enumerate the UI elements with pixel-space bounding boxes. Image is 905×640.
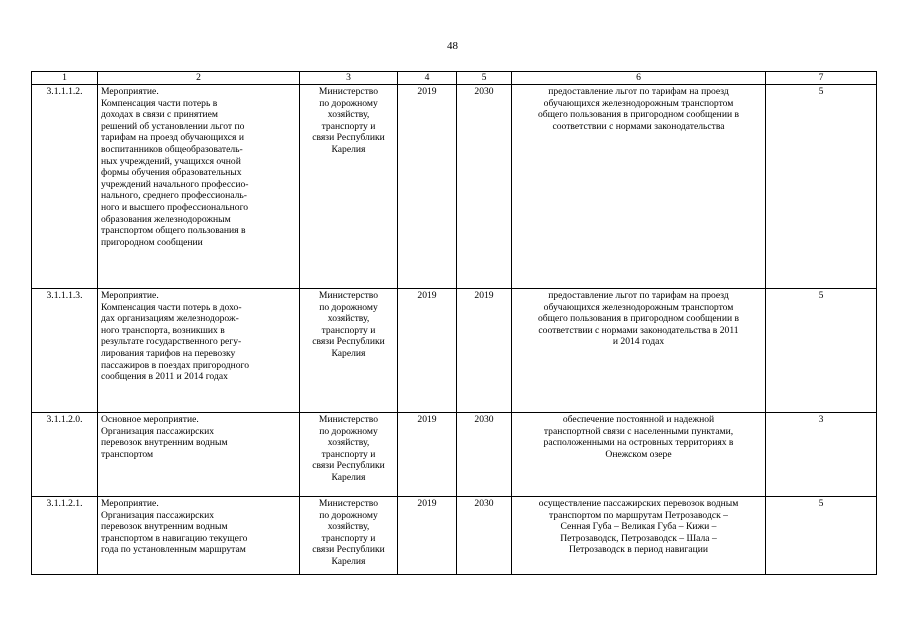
executor (300, 497, 398, 575)
executor-line: Карелия (331, 347, 366, 359)
expected-result-line: общего пользования в пригородном сообщении в (537, 109, 740, 121)
executor-line: связи Республики (312, 460, 385, 472)
event-description-line: перевозок внутренним водным (101, 521, 228, 533)
end-year: 2030 (457, 497, 512, 575)
end-year: 2019 (457, 289, 512, 413)
expected-result-line: Онежском озере (605, 448, 672, 460)
expected-result-line: Сенная Губа – Великая Губа – Кижи – (560, 521, 717, 533)
executor-line: хозяйству, (327, 109, 370, 121)
event-description-line: транспортом (101, 448, 154, 460)
executor-line: транспорту и (321, 324, 376, 336)
column-header: 2 (98, 72, 300, 85)
event-description-line: тарифам на проезд обучающихся и (101, 132, 244, 144)
table-body (32, 85, 877, 575)
event-description-line: учреждений начального профессио- (101, 178, 249, 190)
end-year: 2030 (457, 85, 512, 289)
expected-result (512, 497, 766, 575)
column-header: 6 (512, 72, 766, 85)
program-table (31, 71, 877, 575)
event-description (98, 497, 300, 575)
executor-line: связи Республики (312, 544, 385, 556)
expected-result-line: предоставление льгот по тарифам на проезд (548, 86, 729, 97)
start-year: 2019 (398, 85, 457, 289)
indicator-link: 3 (766, 413, 877, 497)
event-description-line: образования железнодорожным (101, 213, 231, 225)
expected-result-line: расположенными на островных территориях в (543, 437, 734, 449)
event-description-line: сообщения в 2011 и 2014 годах (101, 371, 228, 383)
executor-line: по дорожному (319, 301, 378, 313)
expected-result-line: предоставление льгот по тарифам на проезд (548, 290, 729, 301)
expected-result-line: Петрозаводск, Петрозаводск – Шала – (560, 532, 717, 544)
expected-result-line: обеспечение постоянной и надежной (562, 414, 715, 425)
executor (300, 85, 398, 289)
event-description-line: пригородном сообщении (101, 236, 203, 248)
table-row (32, 85, 877, 289)
event-description-line: Компенсация части потерь в дохо- (101, 301, 242, 313)
expected-result (512, 413, 766, 497)
executor-line: Министерство (318, 498, 379, 509)
expected-result-line: обучающихся железнодорожным транспортом (543, 301, 734, 313)
executor-line: Министерство (318, 414, 379, 425)
expected-result-line: осуществление пассажирских перевозок водным (538, 498, 739, 509)
expected-result-line: Петрозаводск в период навигации (568, 544, 709, 556)
event-description (98, 413, 300, 497)
event-description-line: транспортом в навигацию текущего (101, 532, 248, 544)
page-number: 48 (447, 40, 458, 52)
event-description-line: Организация пассажирских (101, 509, 215, 521)
event-description-line: дах организациям железнодорож- (101, 313, 239, 325)
column-header: 4 (398, 72, 457, 85)
executor-line: транспорту и (321, 120, 376, 132)
event-description-line: транспортом общего пользования в (101, 225, 246, 237)
event-description-line: нального, среднего профессиональ- (101, 190, 247, 202)
event-description-line: Мероприятие. (101, 86, 159, 97)
executor-line: Министерство (318, 86, 379, 97)
expected-result-line: обучающихся железнодорожным транспортом (543, 97, 734, 109)
executor-line: Карелия (331, 471, 366, 483)
executor (300, 413, 398, 497)
expected-result (512, 289, 766, 413)
event-description-line: ного и высшего профессионального (101, 201, 249, 213)
executor-line: хозяйству, (327, 437, 370, 449)
event-description-line: Мероприятие. (101, 498, 159, 509)
expected-result-line: и 2014 годах (612, 336, 665, 348)
start-year: 2019 (398, 289, 457, 413)
start-year: 2019 (398, 497, 457, 575)
end-year: 2030 (457, 413, 512, 497)
expected-result-line: соответствии с нормами законодательства в 2011 (538, 324, 739, 336)
event-description-line: ного транспорта, возникших в (101, 324, 225, 336)
item-number: 3.1.1.1.2. (32, 85, 98, 289)
table-row (32, 289, 877, 413)
event-description-line: лирования тарифов на перевозку (101, 347, 236, 359)
event-description-line: года по установленным маршрутам (101, 544, 246, 556)
event-description-line: ных учреждений, учащихся очной (101, 155, 241, 167)
executor-line: Карелия (331, 555, 366, 567)
event-description-line: решений об установлении льгот по (101, 120, 245, 132)
executor-line: Карелия (331, 143, 366, 155)
executor-line: связи Республики (312, 336, 385, 348)
indicator-link: 5 (766, 85, 877, 289)
item-number: 3.1.1.2.0. (32, 413, 98, 497)
item-number: 3.1.1.1.3. (32, 289, 98, 413)
event-description-line: доходах в связи с принятием (101, 109, 218, 121)
start-year: 2019 (398, 413, 457, 497)
executor-line: связи Республики (312, 132, 385, 144)
column-header: 7 (766, 72, 877, 85)
indicator-link: 5 (766, 497, 877, 575)
event-description (98, 85, 300, 289)
executor-line: по дорожному (319, 509, 378, 521)
executor-line: по дорожному (319, 425, 378, 437)
table-row (32, 497, 877, 575)
column-header: 3 (300, 72, 398, 85)
executor-line: Министерство (318, 290, 379, 301)
header-row (32, 72, 877, 85)
executor-line: транспорту и (321, 448, 376, 460)
executor (300, 289, 398, 413)
event-description-line: результате государственного регу- (101, 336, 242, 348)
event-description-line: Основное мероприятие. (101, 414, 199, 425)
event-description-line: Организация пассажирских (101, 425, 215, 437)
event-description-line: Компенсация части потерь в (101, 97, 218, 109)
column-header: 1 (32, 72, 98, 85)
event-description-line: формы обучения образовательных (101, 167, 242, 179)
executor-line: транспорту и (321, 532, 376, 544)
event-description-line: воспитанников общеобразователь- (101, 143, 243, 155)
expected-result-line: соответствии с нормами законодательства (552, 120, 725, 132)
event-description (98, 289, 300, 413)
expected-result (512, 85, 766, 289)
event-description-line: перевозок внутренним водным (101, 437, 228, 449)
expected-result-line: транспортной связи с населенными пунктами, (543, 425, 734, 437)
expected-result-line: транспортом по маршрутам Петрозаводск – (549, 509, 728, 521)
executor-line: по дорожному (319, 97, 378, 109)
item-number: 3.1.1.2.1. (32, 497, 98, 575)
event-description-line: пассажиров в поездах пригородного (101, 359, 250, 371)
executor-line: хозяйству, (327, 521, 370, 533)
expected-result-line: общего пользования в пригородном сообщении в (537, 313, 740, 325)
event-description-line: Мероприятие. (101, 290, 159, 301)
executor-line: хозяйству, (327, 313, 370, 325)
column-header: 5 (457, 72, 512, 85)
indicator-link: 5 (766, 289, 877, 413)
table-row (32, 413, 877, 497)
